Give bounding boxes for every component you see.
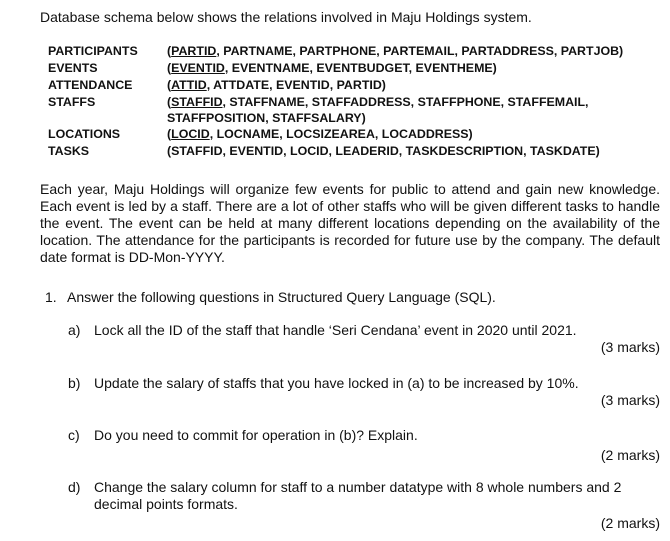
part-text: Update the salary of staffs that you have locked in (a) to be increased by 10%.	[94, 375, 579, 391]
relation-name: ATTENDANCE	[48, 78, 133, 92]
relation-attributes: (LOCID, LOCNAME, LOCSIZEAREA, LOCADDRESS)	[167, 127, 473, 141]
primary-key: ATTID	[171, 78, 207, 92]
relation-attributes: (EVENTID, EVENTNAME, EVENTBUDGET, EVENTHEME)	[167, 61, 497, 75]
question-number: 1.	[45, 289, 57, 305]
schema-row-participants	[48, 43, 637, 60]
question-part-c	[68, 427, 660, 464]
part-text: Lock all the ID of the staff that handle ‘Seri Cendana’ event in 2020 until 2021.	[94, 322, 577, 338]
part-text: Do you need to commit for operation in (b)? Explain.	[94, 427, 418, 443]
schema-list	[48, 43, 637, 160]
description-paragraph: Each year, Maju Holdings will organize few events for public to attend and gain new knowledge. Each event is led by a staff. There are a lot of other staffs who will be given different tasks to handle the event. The event can be held at many different locations depending on the availability of the location. The attendance for the participants is recorded for future use by the company. The default date format is DD-Mon-YYYY.	[40, 181, 660, 265]
primary-key: EVENTID	[171, 61, 225, 75]
part-text: Change the salary column for staff to a number datatype with 8 whole numbers and 2 decimal points formats.	[94, 479, 622, 512]
primary-key: STAFFID	[171, 95, 223, 109]
relation-name: TASKS	[48, 144, 90, 158]
part-letter: b)	[68, 375, 81, 391]
part-marks: (3 marks)	[600, 392, 660, 408]
relation-name: LOCATIONS	[48, 127, 121, 141]
part-marks: (3 marks)	[600, 339, 660, 355]
part-letter: a)	[68, 322, 81, 338]
question-part-b	[68, 375, 660, 409]
part-letter: c)	[68, 427, 80, 443]
question-part-a	[68, 322, 660, 356]
question-heading	[45, 289, 496, 305]
part-marks: (2 marks)	[600, 447, 660, 463]
part-letter: d)	[68, 479, 81, 495]
relation-name: EVENTS	[48, 61, 98, 75]
relation-attributes: (ATTID, ATTDATE, EVENTID, PARTID)	[167, 78, 386, 92]
relation-name: PARTICIPANTS	[48, 44, 138, 58]
intro-text: Database schema below shows the relations involved in Maju Holdings system.	[40, 9, 532, 25]
part-marks: (2 marks)	[600, 515, 660, 531]
schema-row-staffs	[48, 94, 637, 126]
relation-name: STAFFS	[48, 95, 96, 109]
relation-attributes: (STAFFID, EVENTID, LOCID, LEADERID, TASKDESCRIPTION, TASKDATE)	[167, 144, 600, 158]
primary-key: PARTID	[171, 44, 217, 58]
question-part-d	[68, 479, 660, 532]
primary-key: LOCID	[171, 127, 210, 141]
relation-attributes: (PARTID, PARTNAME, PARTPHONE, PARTEMAIL, PARTADDRESS, PARTJOB)	[167, 44, 624, 58]
schema-row-locations	[48, 126, 637, 143]
schema-row-events	[48, 60, 637, 77]
relation-attributes: (STAFFID, STAFFNAME, STAFFADDRESS, STAFFPHONE, STAFFEMAIL, STAFFPOSITION, STAFFSALARY)	[167, 95, 589, 125]
question-text: Answer the following questions in Structured Query Language (SQL).	[67, 289, 496, 305]
schema-row-tasks	[48, 143, 637, 160]
schema-row-attendance	[48, 77, 637, 94]
